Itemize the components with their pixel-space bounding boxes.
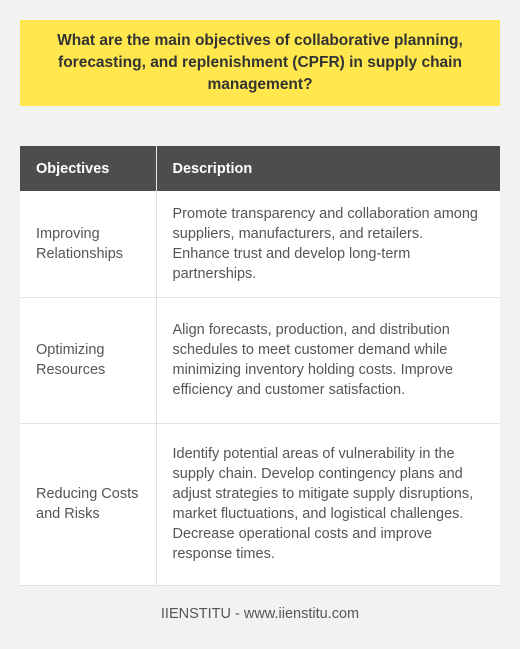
objectives-table xyxy=(20,146,500,586)
description-cell: Align forecasts, production, and distribution schedules to meet customer demand while minimizing inventory holding costs. Improve efficiency and customer satisfaction. xyxy=(156,297,500,423)
objective-cell: Reducing Costs and Risks xyxy=(20,423,156,585)
table-header-row xyxy=(20,146,500,191)
objective-cell: Improving Relationships xyxy=(20,191,156,297)
table-row xyxy=(20,297,500,423)
description-cell: Promote transparency and collaboration among suppliers, manufacturers, and retailers. Enhance trust and develop long-term partnerships. xyxy=(156,191,500,297)
footer-credit: IIENSTITU - www.iienstitu.com xyxy=(160,606,360,622)
table-row xyxy=(20,191,500,297)
title-banner xyxy=(20,20,500,106)
table-row xyxy=(20,423,500,585)
description-cell: Identify potential areas of vulnerability in the supply chain. Develop contingency plans and adjust strategies to mitigate supply disruptions, market fluctuations, and logistical challenges. Decrease operational costs and improve response times. xyxy=(156,423,500,585)
page-title: What are the main objectives of collaborative planning, forecasting, and replenishment (CPFR) in supply chain management? xyxy=(57,32,463,93)
column-header-description: Description xyxy=(156,146,500,191)
objective-cell: Optimizing Resources xyxy=(20,297,156,423)
column-header-objectives: Objectives xyxy=(20,146,156,191)
